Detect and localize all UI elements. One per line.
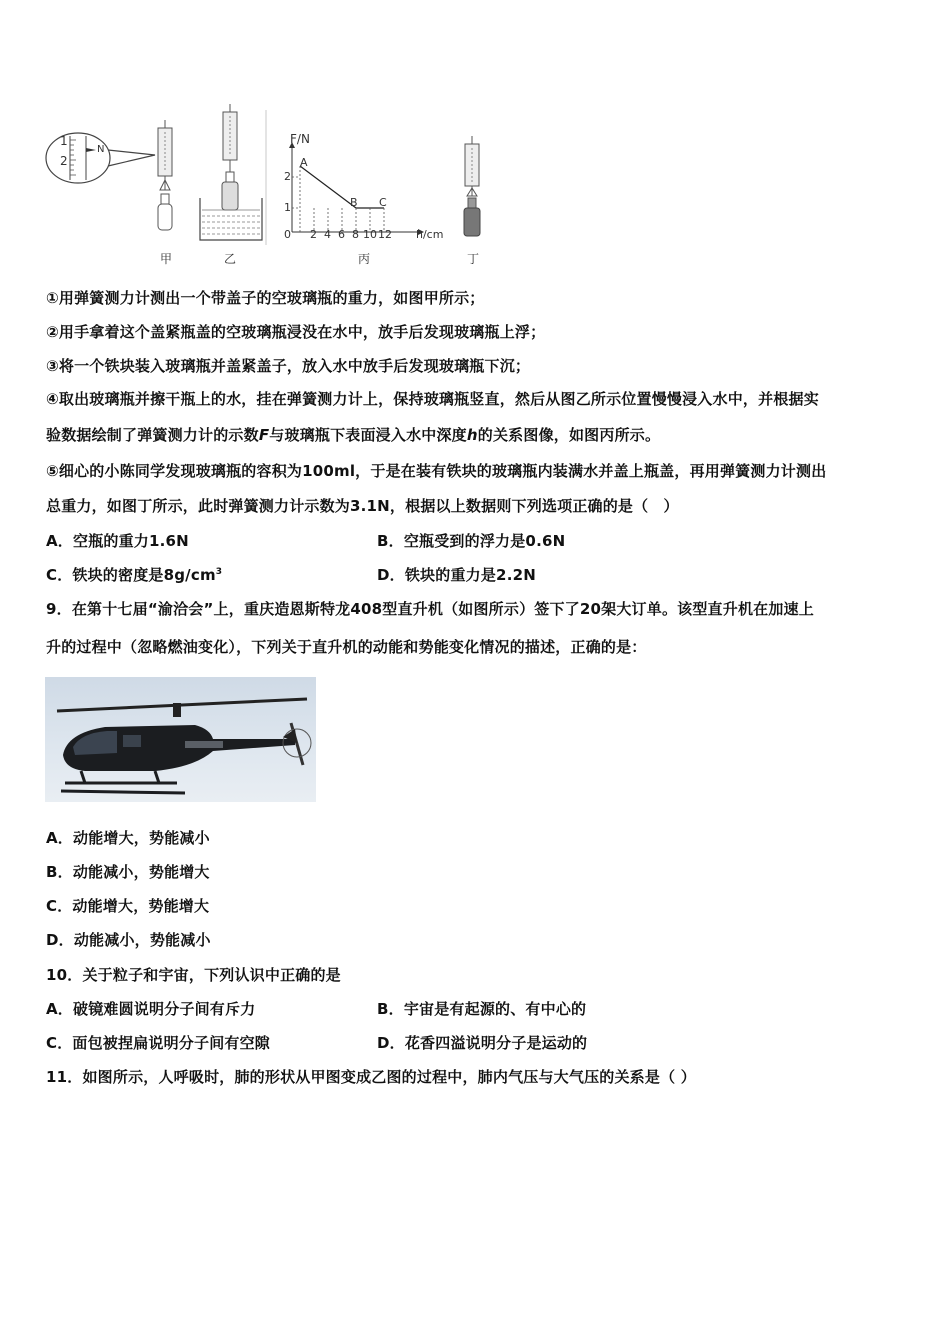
gauge-mark-1: 1 [60,134,68,148]
q10-option-b[interactable]: B．宇宙是有起源的、有中心的 [377,1000,587,1018]
q8-step-4b: 验数据绘制了弹簧测力计的示数F与玻璃瓶下表面浸入水中深度h的关系图像，如图丙所示。 [46,426,661,444]
gauge-unit: N [97,144,105,155]
helicopter-illustration [45,677,316,802]
q8-option-d[interactable]: D．铁块的重力是2.2N [377,566,536,584]
graph-ylabel: F/N [290,132,310,146]
q8-step-2: ②用手拿着这个盖紧瓶盖的空玻璃瓶浸没在水中，放手后发现玻璃瓶上浮； [46,323,546,341]
q8-step-5b: 总重力，如图丁所示，此时弹簧测力计示数为3.1N，根据以上数据则下列选项正确的是（ ） [46,497,679,515]
experiment-figures [40,100,510,270]
gauge-mark-2: 2 [60,154,68,168]
graph-xtick: 4 [324,228,331,241]
experiment-diagram [40,100,510,270]
graph-origin: 0 [284,228,291,241]
q9-option-a[interactable]: A．动能增大，势能减小 [46,829,210,847]
graph-xtick: 8 [352,228,359,241]
graph-xtick: 2 [310,228,317,241]
q10-option-d[interactable]: D．花香四溢说明分子是运动的 [377,1034,588,1052]
graph-xtick: 6 [338,228,345,241]
figure-caption-ding: 丁 [467,252,480,266]
q8-step-3: ③将一个铁块装入玻璃瓶并盖紧盖子，放入水中放手后发现玻璃瓶下沉； [46,357,531,375]
graph-xtick: 12 [378,228,392,241]
q9-option-b[interactable]: B．动能减小，势能增大 [46,863,210,881]
q8-option-b[interactable]: B．空瓶受到的浮力是0.6N [377,532,566,550]
figure-caption-jia: 甲 [160,252,173,266]
force-depth-graph [289,142,424,235]
helicopter-photo [45,677,316,802]
q10-option-a[interactable]: A．破镜难圆说明分子间有斥力 [46,1000,256,1018]
q8-option-a[interactable]: A．空瓶的重力1.6N [46,532,189,550]
q10-option-c[interactable]: C．面包被捏扁说明分子间有空隙 [46,1034,271,1052]
q9-option-d[interactable]: D．动能减小，势能减小 [46,931,211,949]
graph-point-b: B [350,196,358,209]
graph-ytick: 1 [284,201,291,214]
q8-option-c[interactable]: C．铁块的密度是$8g/cm^3$ [46,566,223,584]
graph-point-c: C [379,196,387,209]
figure-caption-bing: 丙 [358,252,371,266]
q11-stem: 11．如图所示，人呼吸时，肺的形状从甲图变成乙图的过程中，肺内气压与大气压的关系是（ ） [46,1068,696,1086]
graph-xlabel: h/cm [416,228,444,241]
q9-option-c[interactable]: C．动能增大，势能增大 [46,897,210,915]
graph-point-a: A [300,156,308,169]
q10-stem: 10．关于粒子和宇宙，下列认识中正确的是 [46,966,341,984]
graph-ytick: 2 [284,170,291,183]
q9-stem-line2: 升的过程中（忽略燃油变化），下列关于直升机的动能和势能变化情况的描述，正确的是： [46,638,647,656]
q8-step-5a: ⑤细心的小陈同学发现玻璃瓶的容积为100ml，于是在装有铁块的玻璃瓶内装满水并盖上瓶盖，再用弹簧测力计测出 [46,462,827,480]
q9-stem-line1: 9．在第十七届“渝洽会”上，重庆造恩斯特龙408型直升机（如图所示）签下了20架大订单。该型直升机在加速上 [46,600,814,618]
graph-xtick: 10 [363,228,377,241]
q8-step-1: ①用弹簧测力计测出一个带盖子的空玻璃瓶的重力，如图甲所示； [46,289,485,307]
q8-step-4a: ④取出玻璃瓶并擦干瓶上的水，挂在弹簧测力计上，保持玻璃瓶竖直，然后从图乙所示位置慢慢浸入水中，并根据实 [46,390,819,408]
figure-caption-yi: 乙 [224,252,237,266]
